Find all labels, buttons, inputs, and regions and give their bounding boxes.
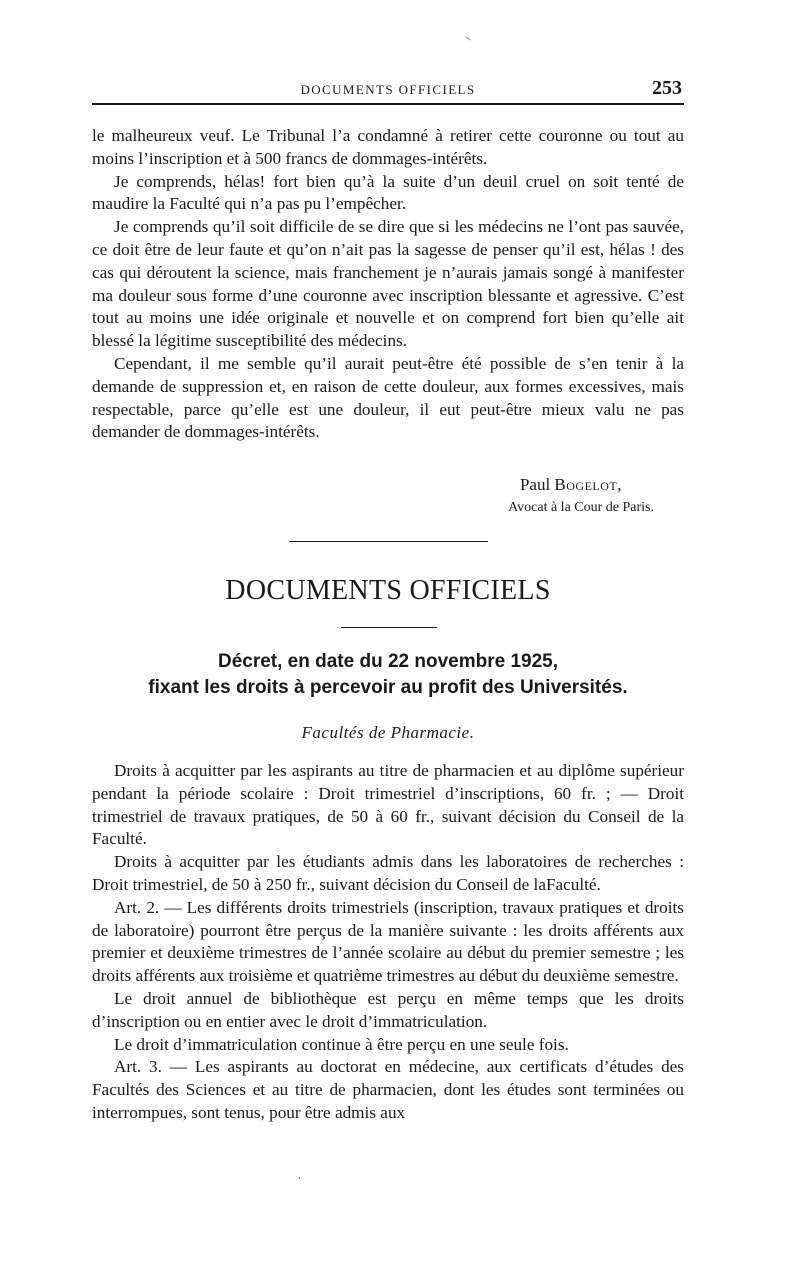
stray-mark: , [298, 1170, 301, 1181]
decree-heading [92, 649, 684, 701]
title-divider [341, 627, 437, 628]
section-title: DOCUMENTS OFFICIELS [225, 575, 551, 606]
article-continuation [92, 125, 684, 444]
author-first-name: Paul [519, 475, 551, 494]
paragraph: Art. 3. — Les aspirants au doctorat en médecine, aux certificats d’études des Facultés des Sciences et au titre de pharmacien, dont les études sont terminées ou interrompues, sont tenus, pour être admis aux [92, 1057, 684, 1122]
page-header [92, 76, 684, 102]
paragraph: Art. 2. — Les différents droits trimestriels (inscription, travaux pratiques et droits de laboratoire) pourront être perçus de la manière suivante : les droits afférents aux premier et deuxième trimestres de l’année scolaire au début du premier semestre ; les droits afférents aux troisième et quatrième trimestres au début du deuxième semestre. [92, 897, 684, 986]
header-rule [92, 103, 684, 105]
signature-block [92, 474, 684, 518]
decree-line-1: Décret, en date du 22 novembre 1925, [217, 651, 559, 672]
paragraph: Cependant, il me semble qu’il aurait peut-être été possible de s’en tenir à la demande de suppression et, en raison de cette douleur, aux formes excessives, mais respectable, parce qu’elle est une douleur, il eut peut-être mieux valu ne pas demander de dommages-intérêts. [92, 353, 684, 442]
faculty-subtitle: Facultés de Pharmacie. [301, 723, 475, 742]
paragraph: Je comprends qu’il soit difficile de se dire que si les médecins ne l’ont pas sauvée, ce doit être de leur faute et qu’on n’ait pas la sagesse de penser qu’il est, hélas ! des cas qui déroutent la science, mais franchement je n’aurais jamais songé à manifester ma douleur sous forme d’une couronne avec inscription blessante et agressive. C’est tout au moins une idée originale et nouvelle et on comprend fort bien qu’elle ait blessé la légitime susceptibilité des médecins. [92, 217, 684, 351]
author-name [92, 474, 684, 496]
decree-line-2: fixant les droits à percevoir au profit des Universités. [148, 677, 628, 698]
running-title: DOCUMENTS OFFICIELS [300, 82, 476, 97]
section-divider [289, 541, 488, 542]
paragraph: le malheureux veuf. Le Tribunal l’a condamné à retirer cette couronne ou tout au moins l’inscription et à 500 francs de dommages-intérêts. [92, 126, 684, 168]
paragraph: Le droit annuel de bibliothèque est perçu en même temps que les droits d’inscription ou en entier avec le droit d’immatriculation. [92, 988, 684, 1031]
scan-speck [465, 36, 470, 40]
decree-body [92, 760, 684, 1125]
author-role: Avocat à la Cour de Paris. [508, 500, 654, 515]
paragraph: Je comprends, hélas! fort bien qu’à la suite d’un deuil cruel on soit tenté de maudire la Faculté qui n’a pas pu l’empêcher. [92, 171, 684, 214]
paragraph: Droits à acquitter par les étudiants admis dans les laboratoires de recherches : Droit trimestriel, de 50 à 250 fr., suivant décision du Conseil de laFaculté. [92, 852, 684, 894]
paragraph: Droits à acquitter par les aspirants au titre de pharmacien et au diplôme supérieur pendant la période scolaire : Droit trimestriel d’inscriptions, 60 fr. ; — Droit trimestriel de travaux pratiques, de 50 à 60 fr., suivant décision du Conseil de la Faculté. [92, 761, 684, 849]
paragraph: Le droit d’immatriculation continue à être perçu en une seule fois. [114, 1034, 569, 1054]
author-last-name: Bogelot, [554, 475, 622, 494]
page-number: 253 [652, 77, 682, 99]
